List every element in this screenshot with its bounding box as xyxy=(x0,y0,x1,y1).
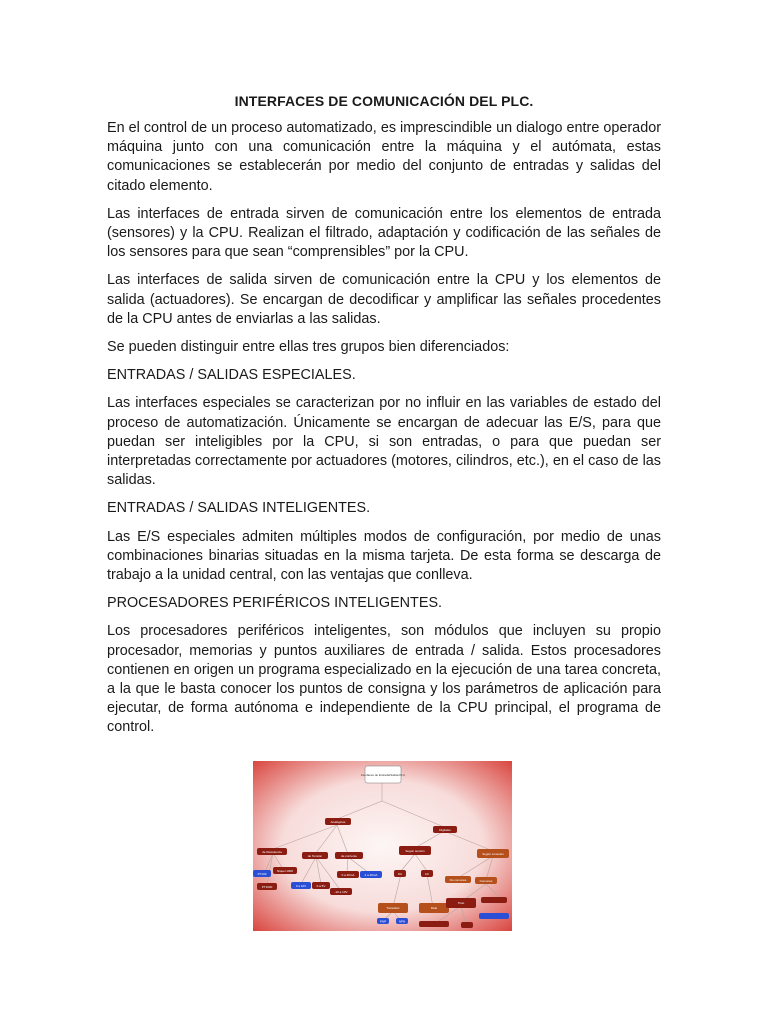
paragraph-input-interfaces: Las interfaces de entrada sirven de comunicación entre los elementos de entrada (sensores) y la CPU. Realizan el filtrado, adaptación y codificación de las señales de los sensores para que sean “comprensibles” por la CPU. xyxy=(107,205,661,261)
node-analogicas-label: Analógicas xyxy=(330,820,346,824)
paragraph-output-interfaces: Las interfaces de salida sirven de comunicación entre la CPU y los elementos de salida (actuadores). Se encargan de decodificar y amplificar las señales procedentes de la CPU antes de enviarlas a las salidas. xyxy=(107,272,661,327)
node-v3-label: -10 a 10V xyxy=(334,890,348,894)
heading-peripheral-processors: PROCESADORES PERIFÉRICOS INTELIGENTES. xyxy=(107,595,443,612)
node-extra-3 xyxy=(481,897,507,903)
node-transistor-label: Transistor xyxy=(386,906,400,910)
paragraph-intro: En el control de un proceso automatizado, es imprescindible un dialogo entre operador máquina junto con una comunicación entre la máquina y el autómata, estas comunicaciones se establecerán por medio del conjunto de entradas y salidas del citado elemento. xyxy=(107,120,661,194)
node-niquel-label: Niquel 1000 xyxy=(276,869,294,873)
document-page xyxy=(107,88,661,747)
node-de-corriente-label: de corriente xyxy=(341,854,357,858)
paragraph-groups: Se pueden distinguir entre ellas tres grupos bien diferenciados: xyxy=(107,339,510,356)
node-extra-4 xyxy=(479,913,509,919)
document-title: INTERFACES DE COMUNICACIÓN DEL PLC. xyxy=(234,93,534,109)
node-rele-label: Relé xyxy=(430,906,438,910)
node-de-tension-label: de Tensión xyxy=(307,854,323,858)
heading-special-io: ENTRADAS / SALIDAS ESPECIALES. xyxy=(107,367,356,384)
node-segun-conexion-label: Según conexión xyxy=(482,852,504,856)
concept-map-diagram xyxy=(253,761,512,931)
node-ac-label: AC xyxy=(424,872,430,876)
node-no-comunes-label: No comunes xyxy=(449,878,467,882)
node-digitales-label: Digitales xyxy=(439,828,451,832)
node-segun-tension-label: Según tensión xyxy=(405,849,425,853)
concept-map-figure xyxy=(253,761,512,931)
node-triac-label: Triac xyxy=(457,901,465,905)
node-extra-1 xyxy=(419,921,449,927)
node-extra-2 xyxy=(461,922,473,928)
paragraph-peripheral-processors: Los procesadores periféricos inteligentes, son módulos que incluyen su propio procesador, memorias y puntos auxiliares de entrada / salida. Estos procesadores contienen en origen un programa especializado en la ejecución de una tarea concreta, a la que le basta conocer los puntos de consigna y los parámetros de aplicación para ejecutar, de forma autónoma e independiente de la CPU principal, el programa de control. xyxy=(107,623,661,736)
node-dc-label: DC xyxy=(397,872,403,876)
node-root-label: Interfaces de Entrada/Salida PLC xyxy=(360,773,406,777)
node-pnp-label: PNP xyxy=(379,919,387,924)
node-v1-label: 0 a 10V xyxy=(295,884,307,888)
heading-intelligent-io: ENTRADAS / SALIDAS INTELIGENTES. xyxy=(107,500,371,517)
paragraph-intelligent-io: Las E/S especiales admiten múltiples modos de configuración, por medio de unas combinaciones binarias situadas en la misma tarjeta. De esta forma se descarga de trabajo a la unidad central, con las ventajas que conlleva. xyxy=(107,528,661,584)
node-v2-label: 0 a 5V xyxy=(316,884,326,888)
node-i2-label: 4 a 20mA xyxy=(364,873,378,877)
node-i1-label: 0 a 20mA xyxy=(341,873,355,877)
node-pt100-label: PT100 xyxy=(257,872,267,876)
node-pt1000-label: PT1000 xyxy=(261,885,273,889)
node-npn-label: NPN xyxy=(398,919,406,924)
node-de-resistencia-label: de Resistencia xyxy=(262,850,282,854)
paragraph-special-io: Las interfaces especiales se caracterizan por no influir en las variables de estado del proceso de automatización. Únicamente se encargan de adecuar las E/S, para que puedan ser inteligibles por la CPU, si son entradas, o para que puedan ser interpretadas correctamente por actuadores (motores, cilindros, etc.), en el caso de las salidas. xyxy=(107,395,661,489)
node-comunes-label: Comunes xyxy=(479,879,493,883)
